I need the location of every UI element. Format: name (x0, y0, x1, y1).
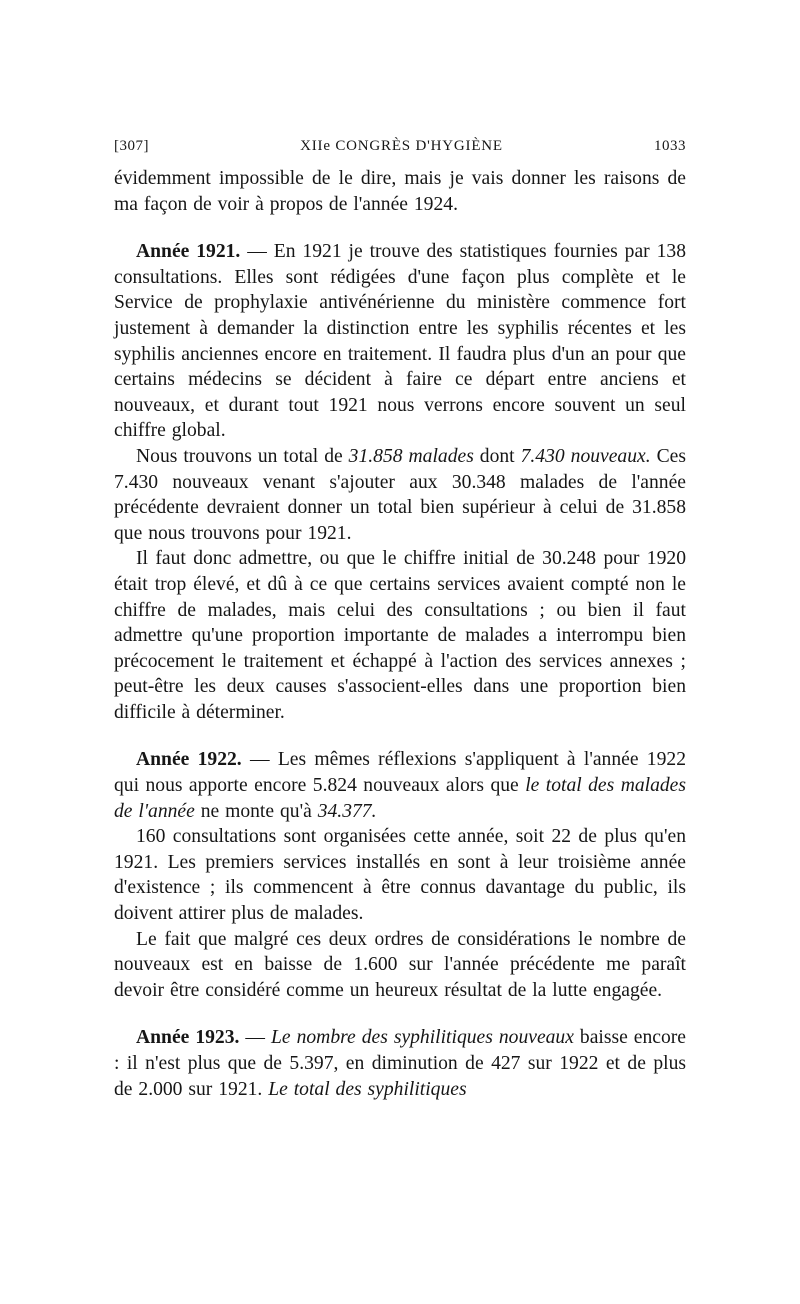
text-run: baisse encore : il n'est plus que de 5.397, en diminution de 427 sur 1922 et de plus de 2.000 sur 1921. (114, 1027, 687, 1100)
running-header (114, 138, 686, 162)
emphasis-nouveaux-1923: Le nombre des syphilitiques nouveaux (271, 1027, 574, 1049)
page (114, 138, 686, 1102)
emphasis-nouveaux: 7.430 nouveaux. (520, 445, 651, 467)
paragraph-1922-intro (114, 747, 686, 824)
emphasis-total-malades: 31.858 malades (348, 445, 474, 467)
text-run: — Les mêmes réflexions s'appliquent à l'année 1922 qui nous apporte encore 5.824 nouveaux alors que (114, 749, 686, 797)
paragraph-1923-intro (114, 1025, 686, 1102)
section-heading-1923: Année 1923. (136, 1027, 240, 1049)
paragraph-1922-conclusion: Le fait que malgré ces deux ordres de considérations le nombre de nouveaux est en baisse de 1.600 sur l'année précédente me paraît devoir être considéré comme un heureux résultat de la lutte engagée. (114, 928, 686, 1001)
emphasis-total-value: 34.377. (317, 800, 377, 822)
paragraph-1921-analysis: Il faut donc admettre, ou que le chiffre initial de 30.248 pour 1920 était trop élevé, et dû à ce que certains services avaient compté non le chiffre de malades, mais celui des consultations ; ou bien il faut admettre qu'une proportion importante de malades a interrompu bien précocement le traitement et échappé à l'action des services annexes ; peut-être les deux causes s'associent-elles dans une proportion bien difficile à déterminer. (114, 548, 686, 723)
emphasis-total-1923: Le total des syphilitiques (268, 1078, 467, 1100)
text-run: Nous trouvons un total de (136, 445, 349, 467)
text-run: dont (473, 445, 521, 467)
paragraph-1922-consultations: 160 consultations sont organisées cette année, soit 22 de plus qu'en 1921. Les premiers services installés en sont à leur troisième année d'existence ; ils commencent à être connus davantage du public, ils doivent attirer plus de malades. (114, 826, 686, 925)
page-number: 1033 (654, 138, 686, 154)
section-heading-1922: Année 1922. (136, 749, 242, 771)
header-reference: [307] (114, 138, 149, 154)
paragraph-1921-text: — En 1921 je trouve des statistiques fournies par 138 consultations. Elles sont rédigées d'une façon plus complète et le Service de prophylaxie antivénérienne du ministère commence fort justement à demander la distinction entre les syphilis récentes et les syphilis anciennes encore en traitement. Il faudra plus d'un an pour que certains médecins se décident à faire ce départ entre anciens et nouveaux, et durant tout 1921 nous verrons encore souvent un seul chiffre global. (114, 241, 686, 442)
text-run: Ces 7.430 nouveaux venant s'ajouter aux 30.348 malades de l'année précédente devraient donner un total bien supérieur à celui de 31.858 que nous trouvons pour 1921. (114, 445, 686, 544)
section-heading-1921: Année 1921. (136, 241, 241, 263)
text-run: — (239, 1027, 271, 1049)
text-run: ne monte qu'à (194, 800, 318, 822)
header-title: XIIe CONGRÈS D'HYGIÈNE (300, 138, 503, 154)
emphasis-total-annee: le total des malades de l'année (114, 775, 687, 822)
paragraph-1921-intro (114, 239, 686, 444)
paragraph-continuation: évidemment impossible de le dire, mais je vais donner les raisons de ma façon de voir à propos de l'année 1924. (114, 168, 686, 215)
paragraph-1921-totals (114, 444, 686, 546)
